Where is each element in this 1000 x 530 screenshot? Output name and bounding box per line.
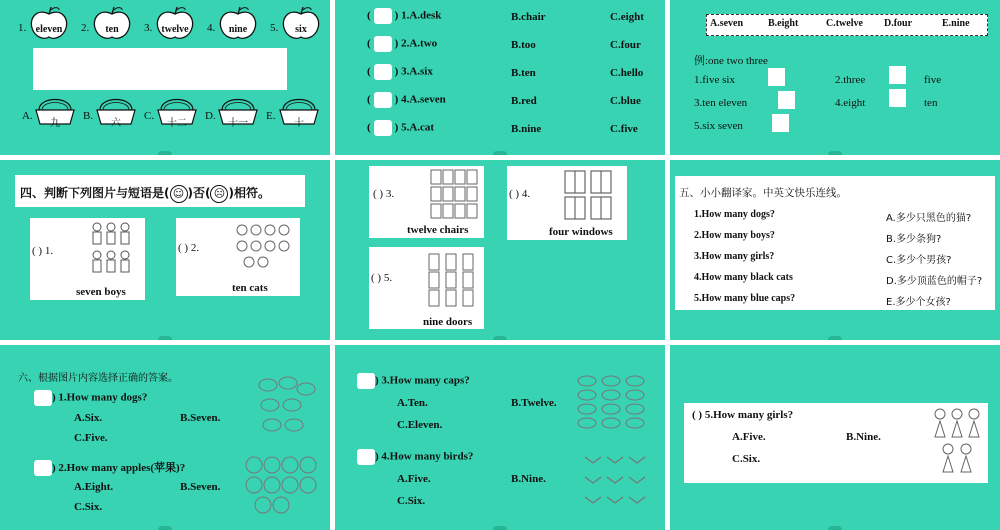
girls-icon xyxy=(932,407,982,477)
basket-letter: B. xyxy=(83,110,94,122)
basket-letter: D. xyxy=(205,110,216,122)
answer-slot[interactable] xyxy=(357,449,375,465)
frown-icon: ☹ xyxy=(210,185,228,203)
option-b: B.too xyxy=(511,39,536,51)
answer-slot[interactable] xyxy=(34,460,52,476)
sequence-left: 3.ten eleven xyxy=(694,97,748,109)
answer-slot[interactable] xyxy=(772,114,789,132)
option-a: A.Six. xyxy=(74,412,103,424)
option-c: C.Eleven. xyxy=(397,419,443,431)
basket-word: 十二 xyxy=(167,118,187,129)
question-3: ) 3.How many caps? xyxy=(357,373,470,389)
answer-slot[interactable] xyxy=(34,390,52,406)
answer-slot[interactable] xyxy=(889,66,906,84)
basket-word: 六 xyxy=(111,118,121,129)
option-word: A.seven xyxy=(710,18,744,29)
sequence-left: 1.five six xyxy=(694,74,735,86)
question-row: ( ) 4.A.seven xyxy=(367,92,446,108)
boys-icon xyxy=(90,222,132,278)
option-c: C.Six. xyxy=(74,501,103,513)
english-item: 2.How many boys? xyxy=(694,230,775,241)
answer-slot[interactable] xyxy=(374,92,392,108)
slide-1 xyxy=(0,0,330,155)
question-row: ( ) 2.A.two xyxy=(367,36,437,52)
basket-word: 十 xyxy=(294,118,304,129)
caption-chairs: twelve chairs xyxy=(407,224,469,236)
sequence-end: ten xyxy=(924,97,938,109)
example-text: 例:one two three xyxy=(694,55,768,67)
slide-4 xyxy=(0,160,330,340)
smile-icon: ☺ xyxy=(170,185,188,203)
apple-word: eleven xyxy=(35,24,63,35)
slide-marker xyxy=(493,336,507,340)
basket-letter: A. xyxy=(22,110,33,122)
answer-slot[interactable] xyxy=(357,373,375,389)
english-item: 4.How many black cats xyxy=(694,272,793,283)
slide-marker xyxy=(158,336,172,340)
english-item: 3.How many girls? xyxy=(694,251,775,262)
english-item: 5.How many blue caps? xyxy=(694,293,796,304)
question-1: ) 1.How many dogs? xyxy=(34,390,147,406)
option-a: A.Eight. xyxy=(74,481,114,493)
sequence-left: 5.six seven xyxy=(694,120,743,132)
option-a: A.Ten. xyxy=(397,397,428,409)
slide-6 xyxy=(670,160,1000,340)
slide-marker xyxy=(158,151,172,155)
option-c: C.five xyxy=(610,123,638,135)
question-row: ( ) 1.A.desk xyxy=(367,8,441,24)
caption-cats: ten cats xyxy=(232,282,268,294)
question-1: ( ) 1. xyxy=(32,245,54,257)
question-5: ( ) 5.How many girls? xyxy=(692,409,794,421)
option-b: B.red xyxy=(511,95,537,107)
question-row: ( ) 3.A.six xyxy=(367,64,433,80)
apples-icon xyxy=(244,455,318,515)
chinese-item: B.多少条狗? xyxy=(886,234,942,245)
option-b: B.Seven. xyxy=(180,412,221,424)
question-5: ( ) 5. xyxy=(371,272,393,284)
option-c: C.Five. xyxy=(74,432,108,444)
apple-number: 5. xyxy=(270,22,279,34)
basket-letter: E. xyxy=(266,110,276,122)
apple-number: 2. xyxy=(81,22,90,34)
chinese-item: C.多少个男孩? xyxy=(886,255,952,266)
question-row: ( ) 5.A.cat xyxy=(367,120,434,136)
question-3: ( ) 3. xyxy=(373,188,395,200)
option-a: A.Five. xyxy=(397,473,431,485)
sequence-right: 2.three xyxy=(835,74,866,86)
slide-marker xyxy=(493,151,507,155)
basket-word: 九 xyxy=(50,118,60,129)
basket-word: 十一 xyxy=(228,118,248,129)
option-c: C.four xyxy=(610,39,641,51)
answer-slot[interactable] xyxy=(768,68,785,86)
section-title: 六、根据图片内容选择正确的答案。 xyxy=(18,373,178,384)
option-b: B.nine xyxy=(511,123,542,135)
slide-3 xyxy=(670,0,1000,155)
slide-7 xyxy=(0,345,330,530)
option-word: C.twelve xyxy=(826,18,863,29)
slide-5 xyxy=(335,160,665,340)
doors-icon xyxy=(427,252,475,308)
slide-marker xyxy=(828,336,842,340)
dogs-icon xyxy=(256,375,318,437)
basket-letter: C. xyxy=(144,110,155,122)
answer-slot[interactable] xyxy=(374,8,392,24)
answer-slot[interactable] xyxy=(778,91,795,109)
answer-slot[interactable] xyxy=(374,64,392,80)
apple-number: 3. xyxy=(144,22,153,34)
cats-icon xyxy=(234,222,292,272)
answer-slot[interactable] xyxy=(374,36,392,52)
option-c: C.Six. xyxy=(397,495,426,507)
question-4: ) 4.How many birds? xyxy=(357,449,473,465)
option-b: B.chair xyxy=(511,11,546,23)
chairs-icon xyxy=(429,168,481,220)
option-b: B.ten xyxy=(511,67,536,79)
apple-word: ten xyxy=(105,24,119,35)
answer-slot[interactable] xyxy=(374,120,392,136)
slide-marker xyxy=(828,526,842,530)
caption-doors: nine doors xyxy=(423,316,473,328)
english-item: 1.How many dogs? xyxy=(694,209,775,220)
section-title: 四、判断下列图片与短语是( ☺ )否( ☹ )相符。 xyxy=(20,184,270,203)
caption-boys: seven boys xyxy=(76,286,126,298)
birds-icon xyxy=(583,449,651,511)
option-word: D.four xyxy=(884,18,913,29)
apple-number: 1. xyxy=(18,22,27,34)
slide-9 xyxy=(670,345,1000,530)
option-c: C.eight xyxy=(610,11,644,23)
sequence-end: five xyxy=(924,74,942,86)
apple-number: 4. xyxy=(207,22,216,34)
option-a: A.Five. xyxy=(732,431,766,443)
caps-icon xyxy=(575,373,651,431)
chinese-item: E.多少个女孩? xyxy=(886,297,951,308)
option-b: B.Nine. xyxy=(511,473,546,485)
question-2: ) 2.How many apples(苹果)? xyxy=(34,459,185,476)
slide-marker xyxy=(828,151,842,155)
option-c: C.hello xyxy=(610,67,644,79)
answer-box xyxy=(33,48,287,90)
option-c: C.Six. xyxy=(732,453,761,465)
chinese-item: A.多少只黑色的猫? xyxy=(886,213,972,224)
slide-8 xyxy=(335,345,665,530)
section-title: 五、小小翻译家。中英文快乐连线。 xyxy=(679,187,847,199)
question-4: ( ) 4. xyxy=(509,188,531,200)
option-word: B.eight xyxy=(768,18,799,29)
option-b: B.Seven. xyxy=(180,481,221,493)
slide-2 xyxy=(335,0,665,155)
windows-icon xyxy=(563,169,615,221)
option-b: B.Twelve. xyxy=(511,397,557,409)
option-b: B.Nine. xyxy=(846,431,881,443)
apple-word: twelve xyxy=(161,24,189,35)
caption-windows: four windows xyxy=(549,226,613,238)
answer-slot[interactable] xyxy=(889,89,906,107)
apple-word: nine xyxy=(228,24,248,35)
chinese-item: D.多少顶蓝色的帽子? xyxy=(886,276,983,287)
slide-marker xyxy=(493,526,507,530)
option-c: C.blue xyxy=(610,95,641,107)
slide-marker xyxy=(158,526,172,530)
sequence-right: 4.eight xyxy=(835,97,866,109)
apple-word: six xyxy=(295,24,307,35)
option-word: E.nine xyxy=(942,18,970,29)
question-2: ( ) 2. xyxy=(178,242,200,254)
